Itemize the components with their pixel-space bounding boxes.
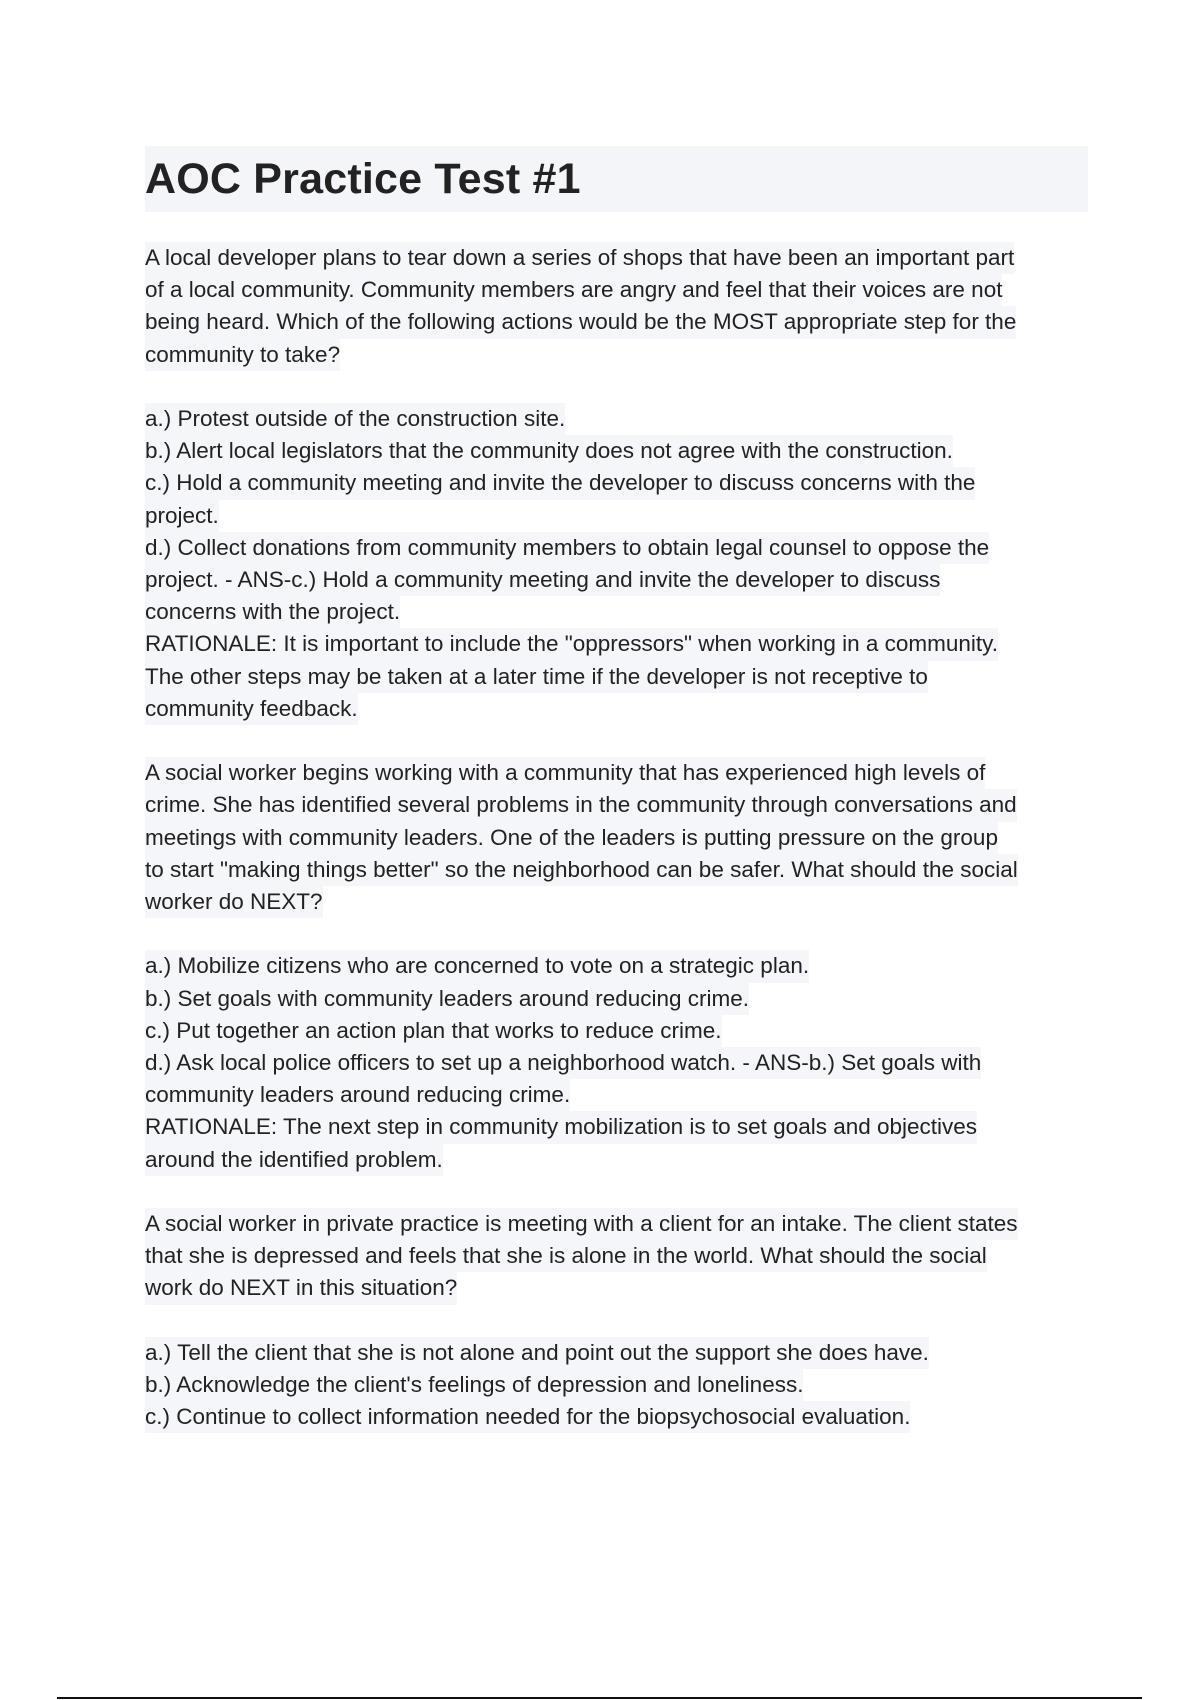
text-line: work do NEXT in this situation? bbox=[145, 1272, 457, 1304]
option-c: c.) Hold a community meeting and invite the developer to discuss concerns with the bbox=[145, 467, 975, 499]
question-1-options bbox=[145, 403, 1088, 725]
text-line: meetings with community leaders. One of the leaders is putting pressure on the group bbox=[145, 822, 998, 854]
text-line: of a local community. Community members are angry and feel that their voices are not bbox=[145, 274, 1002, 306]
answer-line: community leaders around reducing crime. bbox=[145, 1079, 570, 1111]
question-1-stem bbox=[145, 242, 1088, 371]
rationale-line: RATIONALE: It is important to include the "oppressors" when working in a community. bbox=[145, 628, 998, 660]
answer-line: project. - ANS-c.) Hold a community meeting and invite the developer to discuss bbox=[145, 564, 940, 596]
option-c: c.) Continue to collect information needed for the biopsychosocial evaluation. bbox=[145, 1401, 910, 1433]
rationale-line: around the identified problem. bbox=[145, 1144, 443, 1176]
option-b: b.) Acknowledge the client's feelings of depression and loneliness. bbox=[145, 1369, 803, 1401]
question-3-stem bbox=[145, 1208, 1088, 1305]
option-a: a.) Tell the client that she is not alone and point out the support she does have. bbox=[145, 1337, 929, 1369]
text-line: to start "making things better" so the neighborhood can be safer. What should the social bbox=[145, 854, 1018, 886]
question-2 bbox=[145, 757, 1088, 1176]
text-line: crime. She has identified several problems in the community through conversations and bbox=[145, 789, 1017, 821]
text-line: worker do NEXT? bbox=[145, 886, 323, 918]
footer-rule bbox=[57, 1697, 1142, 1699]
question-3 bbox=[145, 1208, 1088, 1433]
document-content bbox=[145, 242, 1088, 1433]
rationale-line: The other steps may be taken at a later time if the developer is not receptive to bbox=[145, 661, 928, 693]
text-line: A social worker begins working with a community that has experienced high levels of bbox=[145, 757, 985, 789]
document-page bbox=[145, 146, 1088, 1433]
question-1 bbox=[145, 242, 1088, 725]
question-2-options bbox=[145, 950, 1088, 1175]
text-line: community to take? bbox=[145, 339, 340, 371]
text-line: A social worker in private practice is meeting with a client for an intake. The client states bbox=[145, 1208, 1018, 1240]
option-a: a.) Protest outside of the construction site. bbox=[145, 403, 565, 435]
option-c-cont: project. bbox=[145, 500, 219, 532]
title-banner bbox=[145, 146, 1088, 212]
option-d: d.) Ask local police officers to set up a neighborhood watch. - ANS-b.) Set goals with bbox=[145, 1047, 981, 1079]
rationale-line: RATIONALE: The next step in community mobilization is to set goals and objectives bbox=[145, 1111, 977, 1143]
option-c: c.) Put together an action plan that works to reduce crime. bbox=[145, 1015, 722, 1047]
text-line: A local developer plans to tear down a series of shops that have been an important part bbox=[145, 242, 1014, 274]
text-line: being heard. Which of the following actions would be the MOST appropriate step for the bbox=[145, 306, 1016, 338]
text-line: that she is depressed and feels that she is alone in the world. What should the social bbox=[145, 1240, 987, 1272]
option-b: b.) Alert local legislators that the community does not agree with the construction. bbox=[145, 435, 953, 467]
question-3-options bbox=[145, 1337, 1088, 1434]
rationale-line: community feedback. bbox=[145, 693, 358, 725]
answer-line: concerns with the project. bbox=[145, 596, 400, 628]
option-b: b.) Set goals with community leaders around reducing crime. bbox=[145, 983, 749, 1015]
option-a: a.) Mobilize citizens who are concerned to vote on a strategic plan. bbox=[145, 950, 809, 982]
page-title: AOC Practice Test #1 bbox=[145, 154, 581, 203]
option-d: d.) Collect donations from community members to obtain legal counsel to oppose the bbox=[145, 532, 989, 564]
question-2-stem bbox=[145, 757, 1088, 918]
